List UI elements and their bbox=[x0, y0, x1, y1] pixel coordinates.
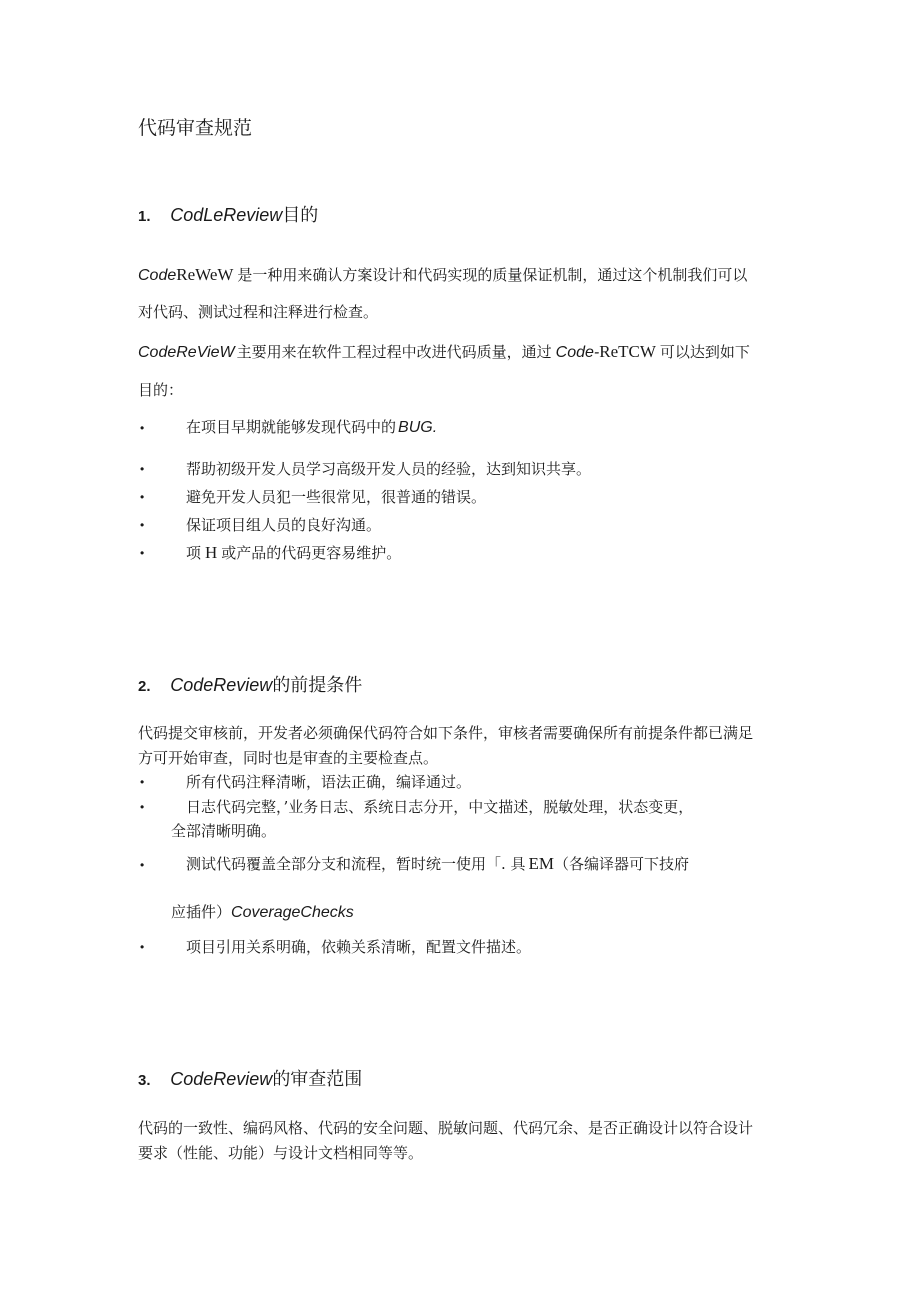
bullet-marker: • bbox=[140, 800, 145, 814]
section-3-heading bbox=[138, 1067, 362, 1093]
section-3-number: 3. bbox=[138, 1072, 151, 1089]
section-1-heading bbox=[138, 203, 318, 229]
section-1-number: 1. bbox=[138, 208, 151, 225]
section-3-heading-en: CodeReview bbox=[170, 1069, 273, 1089]
section-2-bullet-1: 所有代码注释清晰，语法正确，编译通过。 bbox=[186, 773, 472, 791]
bullet-marker: • bbox=[140, 775, 145, 789]
section-2-bullet-4: 项目引用关系明确，依赖关系清晰，配置文件描述。 bbox=[186, 938, 532, 956]
bullet-marker: • bbox=[140, 858, 145, 872]
section-1-para-2-line-2: 目的： bbox=[138, 381, 184, 399]
bullet-marker: • bbox=[140, 462, 145, 476]
section-1-bullet-4: 保证项目组人员的良好沟通。 bbox=[186, 516, 382, 534]
section-1-bullet-1: 在项目早期就能够发现代码中的 BUG. bbox=[186, 418, 438, 436]
section-2-bullet-3: 测试代码覆盖全部分支和流程，暂时统一使用「. 具 EM（各编译器可下技府 bbox=[186, 854, 690, 873]
section-1-heading-en: CodLeReview bbox=[170, 205, 283, 225]
section-1-bullet-3: 避免开发人员犯一些很常见，很普通的错误。 bbox=[186, 488, 487, 506]
section-1-bullet-2: 帮助初级开发人员学习高级开发人员的经验，达到知识共享。 bbox=[186, 460, 592, 478]
section-3-heading-cn: 的审查范围 bbox=[272, 1069, 363, 1090]
section-2-heading bbox=[138, 673, 362, 699]
bullet-marker: • bbox=[140, 518, 145, 532]
bullet-marker: • bbox=[140, 490, 145, 504]
section-1-para-1-line-1: CodeReWeW 是一种用来确认方案设计和代码实现的质量保证机制，通过这个机制我们可以 bbox=[138, 265, 748, 284]
bullet-marker: • bbox=[140, 421, 145, 435]
section-2-bullet-3-continued: 应插件）CoverageChecks bbox=[171, 903, 354, 921]
section-2-para-line-2: 方可开始审查，同时也是审查的主要检查点。 bbox=[138, 749, 439, 767]
section-1-heading-cn: 目的 bbox=[282, 205, 319, 226]
section-2-para-line-1: 代码提交审核前，开发者必须确保代码符合如下条件，审核者需要确保所有前提条件都已满足 bbox=[138, 724, 754, 742]
document-title: 代码审查规范 bbox=[138, 117, 253, 139]
section-3-para-line-2: 要求（性能、功能）与设计文档相同等等。 bbox=[138, 1144, 424, 1162]
section-1-para-1-line-2: 对代码、测试过程和注释进行检查。 bbox=[138, 303, 379, 321]
section-2-heading-en: CodeReview bbox=[170, 675, 273, 695]
section-2-number: 2. bbox=[138, 678, 151, 695]
bullet-marker: • bbox=[140, 546, 145, 560]
section-2-bullet-2-continued: 全部清晰明确。 bbox=[171, 822, 277, 840]
section-2-bullet-2: 日志代码完整，’业务日志、系统日志分开，中文描述，脱敏处理，状态变更， bbox=[186, 798, 694, 816]
section-2-heading-cn: 的前提条件 bbox=[272, 675, 363, 696]
section-3-para-line-1: 代码的一致性、编码风格、代码的安全问题、脱敏问题、代码冗余、是否正确设计以符合设计 bbox=[138, 1119, 754, 1137]
section-1-para-2-line-1: CodeReVieW 主要用来在软件工程过程中改进代码质量，通过 Code-ReTCW 可以达到如下 bbox=[138, 342, 750, 361]
bullet-marker: • bbox=[140, 940, 145, 954]
section-1-bullet-5: 项 H 或产品的代码更容易维护。 bbox=[186, 543, 402, 562]
